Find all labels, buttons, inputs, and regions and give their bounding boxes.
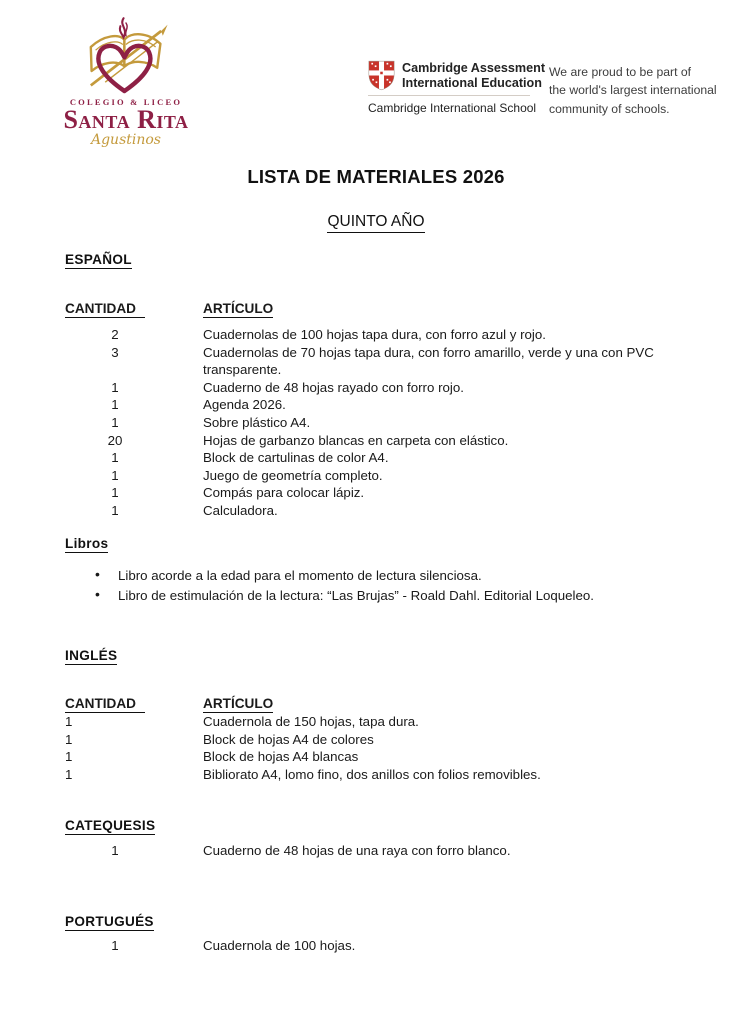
table-row (65, 713, 705, 731)
heart-open-book-flame-emblem-icon (78, 14, 174, 96)
cambridge-tagline-line1: We are proud to be part of (549, 65, 692, 79)
item-quantity: 1 (65, 731, 73, 747)
item-description: Block de cartulinas de color A4. (203, 450, 389, 466)
cambridge-school-label: Cambridge International School (368, 101, 537, 115)
item-quantity: 1 (111, 843, 119, 858)
item-description: Compás para colocar lápiz. (203, 485, 365, 501)
libros-bullet-list (65, 566, 677, 605)
column-header-articulo: ARTÍCULO (203, 696, 274, 711)
item-quantity: 1 (111, 379, 119, 395)
item-quantity: 20 (107, 432, 123, 448)
school-logo-tagline: COLEGIO & LICEO (69, 97, 183, 107)
item-quantity: 2 (111, 327, 119, 342)
table-row (65, 502, 705, 520)
item-quantity: 1 (111, 450, 119, 466)
cambridge-shield-icon (368, 60, 395, 91)
table-row (65, 414, 705, 432)
item-quantity: 1 (111, 485, 119, 501)
item-description: Block de hojas A4 de colores (203, 731, 374, 747)
book-requirement: Libro de estimulación de la lectura: “Las Brujas” - Roald Dahl. Editorial Loqueleo. (118, 587, 594, 603)
table-row (65, 484, 705, 502)
item-description: Calculadora. (203, 502, 278, 518)
item-description: Block de hojas A4 blancas (203, 749, 359, 765)
cambridge-org-name (402, 60, 545, 90)
item-quantity: 1 (65, 749, 73, 765)
table-header-ingles (65, 696, 705, 711)
section-heading-portugues: PORTUGUÉS (65, 914, 154, 929)
column-header-cantidad: CANTIDAD (65, 301, 203, 316)
item-description: Cuaderno de 48 hojas rayado con forro rojo. (203, 379, 464, 395)
table-row (65, 432, 705, 450)
cambridge-logo-block (368, 60, 546, 115)
bullet-icon: • (95, 566, 100, 582)
table-row (65, 379, 705, 397)
bullet-icon: • (95, 585, 100, 602)
book-requirement: Libro acorde a la edad para el momento de lectura silenciosa. (118, 568, 482, 583)
item-description: Cuadernola de 150 hojas, tapa dura. (203, 714, 419, 729)
cambridge-org-line1: Cambridge Assessment (402, 61, 546, 75)
item-quantity: 1 (65, 766, 73, 782)
item-description: Juego de geometría completo. (203, 467, 383, 483)
item-description: Cuadernola de 100 hojas. (203, 938, 356, 953)
item-rows-espanol (65, 326, 705, 520)
section-heading-catequesis: CATEQUESIS (65, 818, 156, 833)
table-row (65, 766, 705, 784)
grade-subtitle-text: QUINTO AÑO (327, 213, 424, 233)
column-header-articulo: ARTÍCULO (203, 301, 274, 316)
document-title: LISTA DE MATERIALES 2026 (247, 166, 505, 187)
item-quantity: 1 (111, 414, 119, 430)
item-quantity: 1 (111, 502, 119, 518)
item-description: Hojas de garbanzo blancas en carpeta con elástico. (203, 432, 509, 448)
section-heading-espanol: ESPAÑOL (65, 252, 132, 267)
grade-subtitle (0, 213, 752, 231)
item-description: Bibliorato A4, lomo fino, dos anillos con folios removibles. (203, 766, 541, 782)
table-row (65, 467, 705, 485)
school-order-name: Agustinos (90, 132, 161, 148)
table-row (65, 731, 705, 749)
column-header-cantidad: CANTIDAD (65, 696, 203, 711)
item-quantity: 1 (111, 938, 119, 953)
item-rows-catequesis (65, 842, 705, 860)
item-description: Cuadernolas de 100 hojas tapa dura, con forro azul y rojo. (203, 327, 546, 342)
table-row (65, 396, 705, 414)
item-description: Agenda 2026. (203, 397, 286, 413)
item-quantity: 3 (111, 344, 119, 360)
school-name: Santa Rita (63, 105, 189, 134)
table-row (65, 842, 705, 860)
table-row (65, 748, 705, 766)
list-item (65, 586, 677, 606)
table-row (65, 937, 705, 955)
school-logo (52, 14, 200, 148)
table-row (65, 344, 705, 379)
list-item (65, 566, 677, 586)
item-rows-ingles (65, 713, 705, 783)
table-row (65, 449, 705, 467)
table-row (65, 326, 705, 344)
item-description: Cuadernolas de 70 hojas tapa dura, con forro amarillo, verde y una con PVC transparente. (203, 344, 654, 378)
item-rows-portugues (65, 937, 705, 955)
section-heading-ingles: INGLÉS (65, 648, 118, 663)
cambridge-tagline (549, 63, 717, 118)
item-description: Sobre plástico A4. (203, 414, 311, 430)
item-description: Cuaderno de 48 hojas de una raya con forro blanco. (203, 843, 511, 858)
cambridge-divider (368, 95, 530, 96)
section-heading-libros: Libros (65, 536, 109, 551)
table-header-espanol (65, 301, 705, 316)
cambridge-tagline-line3: community of schools. (549, 101, 670, 116)
item-quantity: 1 (65, 714, 73, 729)
cambridge-tagline-line2: the world's largest international (549, 83, 717, 98)
item-quantity: 1 (111, 467, 119, 483)
item-quantity: 1 (111, 397, 119, 413)
cambridge-org-line2: International Education (402, 75, 542, 90)
